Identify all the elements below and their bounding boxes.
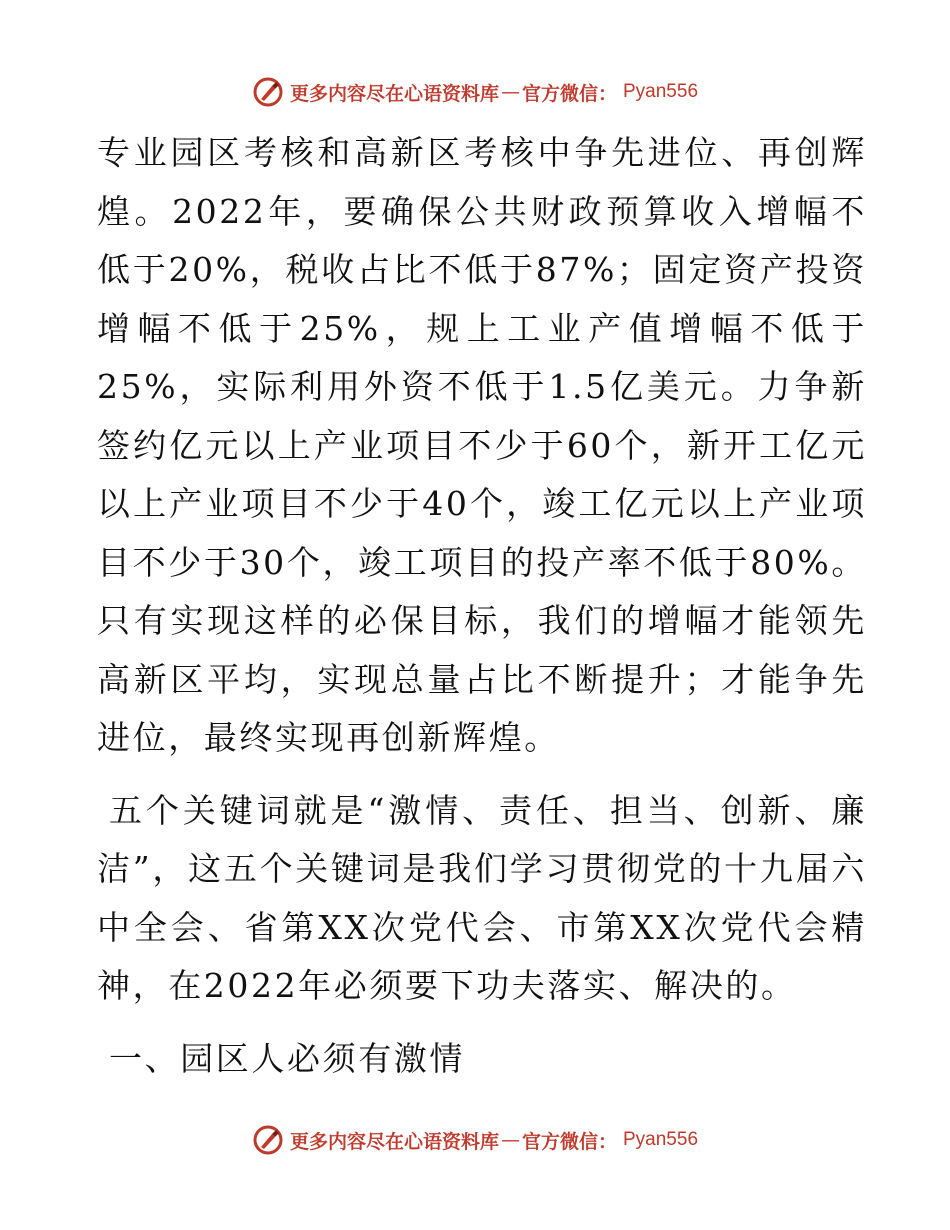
section-heading: 一、园区人必须有激情 [109,1038,465,1078]
header-watermark [0,72,950,112]
watermark-contact-id: Pyan556 [623,1129,699,1150]
pen-logo-icon [252,76,284,108]
watermark-separator: — [500,1129,520,1151]
watermark-contact-id: Pyan556 [623,81,699,102]
body-paragraph-2: 五个关键词就是“激情、责任、担当、创新、廉洁”，这五个关键词是我们学习贯彻党的十九届六中全会、省第XX次党代会、市第XX次党代会精神，在2022年必须要下功夫落实、解决的。 [97,790,867,1005]
watermark-contact-label: 官方微信： [521,82,617,105]
watermark-text: 更多内容尽在心语资料库 [289,82,499,105]
footer-watermark [0,1120,950,1160]
watermark-text: 更多内容尽在心语资料库 [289,1130,499,1153]
document-body [97,124,867,1088]
watermark-separator: — [500,81,520,103]
body-paragraph-1: 专业园区考核和高新区考核中争先进位、再创辉煌。2022年，要确保公共财政预算收入增幅不低于20%，税收占比不低于87%；固定资产投资增幅不低于25%，规上工业产值增幅不低于25%，实际利用外资不低于1.5亿美元。力争新签约亿元以上产业项目不少于60个，新开工亿元以上产业项目不少于40个，竣工亿元以上产业项目不少于30个，竣工项目的投产率不低于80%。只有实现这样的必保目标，我们的增幅才能领先高新区平均，实现总量占比不断提升；才能争先进位，最终实现再创新辉煌。 [97,133,867,757]
pen-logo-icon [252,1124,284,1156]
watermark-contact-label: 官方微信： [521,1130,617,1153]
